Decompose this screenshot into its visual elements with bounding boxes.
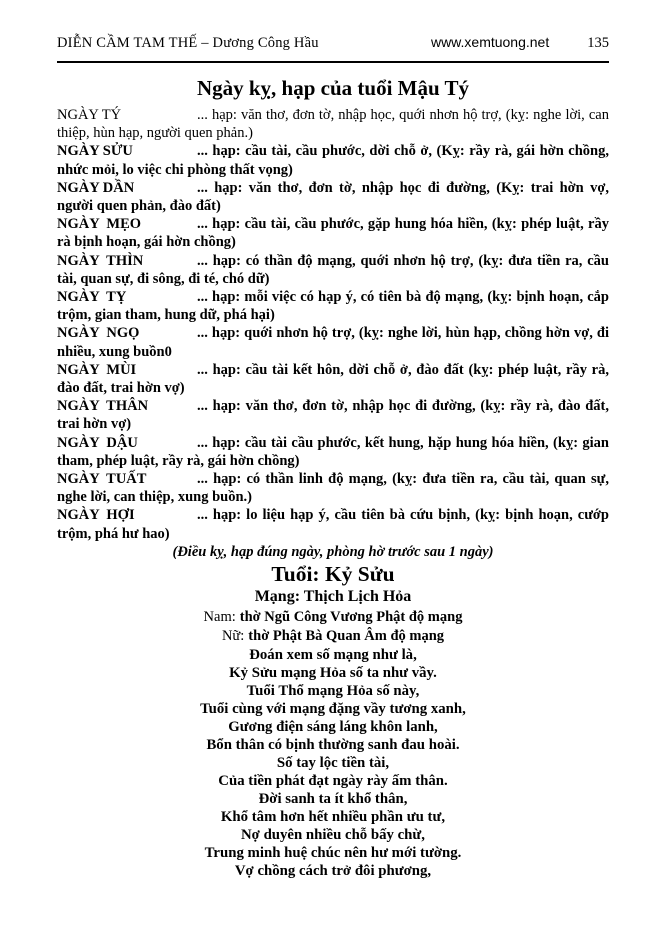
day-entry-tuat (57, 470, 609, 506)
day-entry-text: ... hạp: văn thơ, đơn tờ, nhập học đi đường, (kỵ: rầy rà, đào đất, trai hờn vợ) (57, 398, 609, 433)
day-name: NGÀY DẬU (57, 434, 138, 451)
nam-text: thờ Ngũ Công Vương Phật độ mạng (239, 608, 463, 625)
day-entry-meo (57, 215, 609, 251)
nu-label: Nữ: (221, 627, 245, 644)
day-entry-text: ... hạp: mỗi việc có hạp ý, có tiên bà độ mạng, (kỵ: bịnh hoạn, cắp trộm, gian tham, hung dữ, phá hại) (57, 289, 609, 324)
day-entry-text: ... hạp: cầu tài cầu phước, kết hung, hặp hung hóa hiền, (kỵ: gian tham, phép luật, rầy rà, gái hờn chồng) (57, 434, 609, 469)
day-entries-list (57, 106, 609, 543)
website-url: www.xemtuong.net (430, 34, 550, 50)
day-entry-text: ... hạp: lo liệu hạp ý, cầu tiên bà cứu bịnh, (kỵ: bịnh hoạn, cướp trộm, phá hư hao) (57, 507, 609, 542)
timing-note: (Điều kỵ, hạp đúng ngày, phòng hờ trước sau 1 ngày) (172, 543, 494, 560)
poem-line: Số tay lộc tiền tài, (276, 754, 390, 771)
day-entry-text: ... hạp: có thần linh độ mạng, (kỵ: đưa tiền ra, cầu tài, quan sự, nghe lời, can thiệp, xung buồn.) (57, 471, 609, 506)
day-name: NGÀY THÌN (57, 252, 144, 269)
worship-line-nu (57, 627, 609, 646)
day-name: NGÀY DẦN (57, 179, 135, 196)
day-entry-mui (57, 361, 609, 397)
day-entry-dan (57, 179, 609, 215)
day-entry-thin (57, 252, 609, 288)
day-entry-ty (57, 106, 609, 142)
day-entry-hoi (57, 506, 609, 542)
fortune-poem (57, 646, 609, 880)
day-entry-text: ... hạp: cầu tài, cầu phước, dời chỗ ở, (Kỵ: rầy rà, gái hờn chồng, nhức mỏi, lo việc chi phòng thất vọng) (57, 143, 609, 178)
poem-line: Gương điện sáng láng khôn lanh, (228, 718, 438, 735)
day-name: NGÀY HỢI (57, 507, 135, 524)
day-name: NGÀY MẸO (57, 216, 142, 233)
day-entry-text: ... hạp: quới nhơn hộ trợ, (kỵ: nghe lời, hùn hạp, chồng hờn vợ, đi nhiều, xung buồn0 (57, 325, 609, 360)
poem-line: Nợ duyên nhiều chỗ bấy chừ, (241, 826, 425, 843)
poem-line: Bổn thân có bịnh thường sanh đau hoài. (206, 736, 460, 753)
day-name: NGÀY TÝ (57, 107, 122, 123)
day-name: NGÀY NGỌ (57, 325, 140, 342)
poem-line: Khổ tâm hơn hết nhiều phần ưu tư, (220, 808, 446, 825)
poem-line: Đoán xem số mạng như là, (249, 646, 417, 663)
poem-line: Của tiền phát đạt ngày rày ấm thân. (218, 772, 448, 789)
poem-line: Đời sanh ta ít khổ thân, (258, 790, 408, 807)
nam-label: Nam: (203, 608, 236, 625)
day-entry-suu (57, 142, 609, 178)
poem-line: Kỷ Sửu mạng Hỏa số ta như vầy. (229, 664, 437, 681)
day-entry-ngo (57, 324, 609, 360)
poem-line: Tuổi cùng với mạng đặng vầy tương xanh, (200, 700, 466, 717)
section-title-tuoi-ky-suu: Tuổi: Kỷ Sửu (271, 561, 395, 586)
day-entry-text: ... hạp: cầu tài, cầu phước, gặp hung hóa hiền, (kỵ: phép luật, rầy rà bịnh hoạn, gái hờn chồng) (57, 216, 609, 251)
worship-line-nam (57, 608, 609, 627)
poem-line: Tuổi Thổ mạng Hỏa số này, (246, 682, 420, 699)
day-entry-than (57, 397, 609, 433)
day-entry-text: ... hạp: văn thơ, đơn tờ, nhập học đi đường, (Kỵ: trai hờn vợ, người quen phản, đào đất) (57, 179, 609, 215)
day-entry-text: ... hạp: cầu tài kết hôn, dời chỗ ở, đào đất (kỵ: phép luật, rầy rà, đào đất, trai hờn vợ) (57, 361, 609, 397)
day-name: NGÀY THÂN (57, 398, 149, 415)
day-entry-ti (57, 288, 609, 324)
poem-line: Vợ chồng cách trở đôi phương, (234, 862, 432, 879)
nu-text: thờ Phật Bà Quan Âm độ mạng (248, 627, 445, 644)
day-entry-text: ... hạp: có thần độ mạng, quới nhơn hộ trợ, (kỵ: đưa tiền ra, cầu tài, quan sự, đi sông, đi té, chó dữ) (57, 252, 609, 287)
page-header (57, 34, 609, 63)
poem-line: Trung minh huệ chúc nên hư mới tường. (204, 844, 462, 861)
mang-subtitle: Mạng: Thịch Lịch Hỏa (254, 587, 412, 605)
day-name: NGÀY MÙI (57, 361, 137, 378)
page-number: 135 (587, 35, 609, 51)
day-name: NGÀY SỬU (57, 143, 133, 160)
day-name: NGÀY TUẤT (57, 471, 147, 488)
day-entry-text: ... hạp: văn thơ, đơn tờ, nhập học, quới nhơn hộ trợ, (kỵ: nghe lời, can thiệp, hùn hạp, người quen phản.) (57, 107, 609, 142)
section-title-ngay-ky-hap: Ngày kỵ, hạp của tuổi Mậu Tý (196, 76, 470, 100)
day-entry-dau (57, 434, 609, 470)
book-title: DIỄN CẦM TAM THẾ – Dương Công Hầu (57, 35, 319, 51)
day-name: NGÀY TỴ (57, 289, 127, 306)
